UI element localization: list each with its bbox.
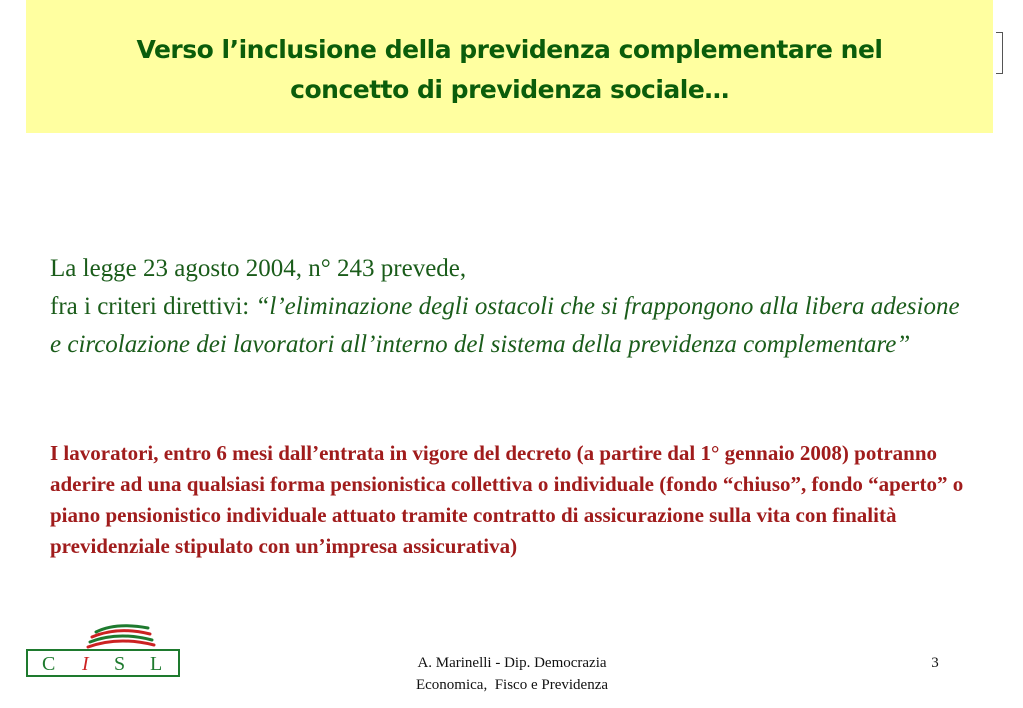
logo-letter-l: L [150,653,163,675]
footer-line-2: Economica, Fisco e Previdenza [415,677,609,693]
footer-credit [380,652,644,696]
cisl-logo [26,620,180,680]
slide-title [26,30,993,110]
law-quote: “l’eliminazione degli ostacoli che si frappongono alla libera adesione e circolazione dei lavoratori all’interno del sistema della previdenza complementare” [50,293,960,358]
page-number: 3 [931,655,939,671]
law-paragraph [50,250,970,364]
law-lead: fra i criteri direttivi: [50,293,256,320]
title-line-1: Verso l’inclusione della previdenza complementare nel [136,35,883,64]
logo-letter-s: S [114,653,126,675]
title-banner [26,0,993,133]
logo-swooshes [88,626,154,647]
bracket-mark [996,32,1003,74]
footer-line-1: A. Marinelli - Dip. Democrazia [417,655,607,671]
title-line-2: concetto di previdenza sociale… [290,75,729,104]
workers-paragraph: I lavoratori, entro 6 mesi dall’entrata in vigore del decreto (a partire dal 1° gennaio 2008) potranno aderire ad una qualsiasi forma pensionistica collettiva o individuale (fondo “chiuso”, fondo “aperto” o piano pensionistico individuale attuato tramite contratto di assicurazione sulla vita con finalità previdenziale stipulato con un’impresa assicurativa) [50,441,964,558]
logo-letter-i: I [82,653,89,675]
logo-letter-c: C [42,653,56,675]
law-reference: La legge 23 agosto 2004, n° 243 prevede, [50,255,467,282]
